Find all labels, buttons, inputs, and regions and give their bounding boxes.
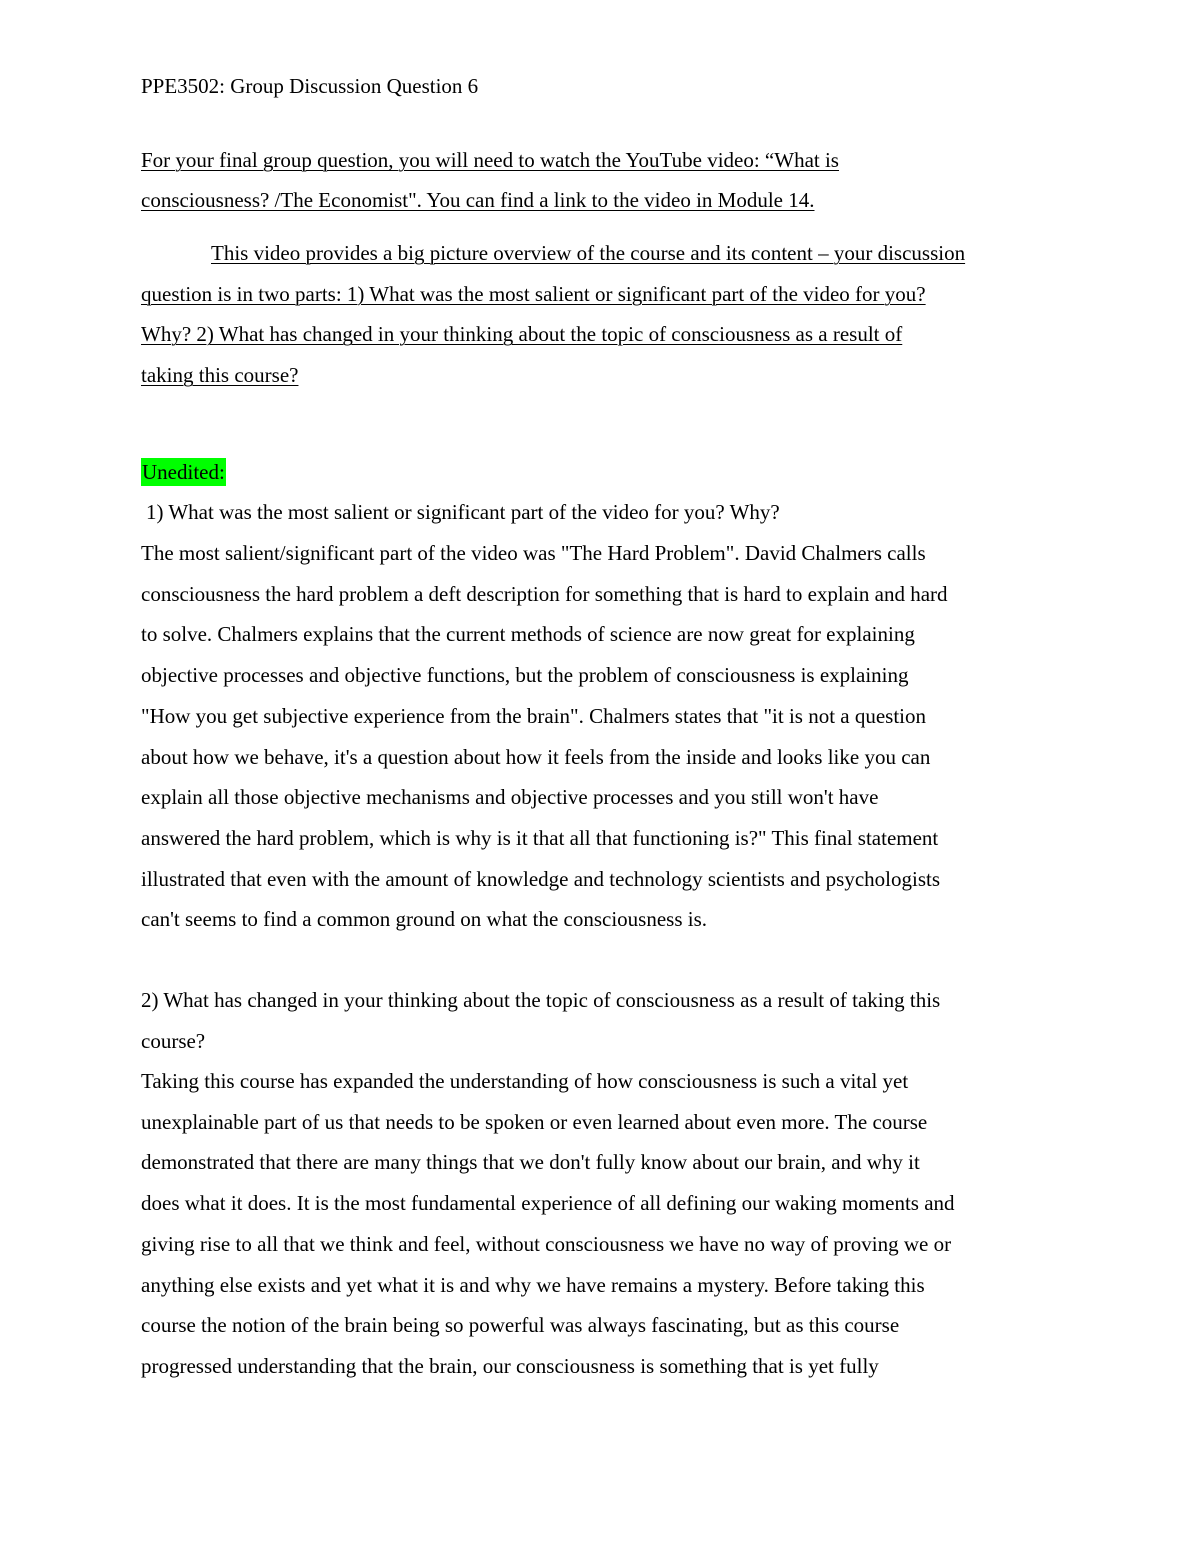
intro-line: consciousness? /The Economist". You can find a link to the video in Module 14. — [141, 188, 815, 212]
answer-1-line: consciousness the hard problem a deft description for something that is hard to explain and hard — [141, 581, 948, 606]
answer-1-line: about how we behave, it's a question about how it feels from the inside and looks like you can — [141, 744, 931, 769]
answer-2-paragraph — [141, 1061, 1061, 1387]
prompt-line: This video provides a big picture overview of the course and its content – your discussion — [211, 241, 966, 265]
answer-1-line: can't seems to find a common ground on what the consciousness is. — [141, 907, 708, 932]
intro-line: For your final group question, you will need to watch the YouTube video: “What is — [141, 148, 839, 172]
answer-2-line: course the notion of the brain being so powerful was always fascinating, but as this course — [141, 1313, 900, 1338]
answer-2-line: demonstrated that there are many things that we don't fully know about our brain, and why it — [141, 1150, 920, 1175]
prompt-paragraph — [141, 233, 1061, 396]
unedited-heading — [141, 452, 1061, 493]
document-title: PPE3502: Group Discussion Question 6 — [141, 74, 479, 98]
answer-2-line: does what it does. It is the most fundamental experience of all defining our waking moments and — [141, 1191, 955, 1216]
answer-2-line: Taking this course has expanded the understanding of how consciousness is such a vital yet — [141, 1069, 909, 1093]
answer-1-line: answered the hard problem, which is why is it that all that functioning is?" This final statement — [141, 825, 939, 850]
answer-2-line: giving rise to all that we think and feel, without consciousness we have no way of proving we or — [141, 1231, 952, 1256]
answer-1-paragraph — [141, 533, 1061, 940]
prompt-line: Why? 2) What has changed in your thinking about the topic of consciousness as a result of — [141, 322, 903, 347]
answer-1-line: The most salient/significant part of the video was "The Hard Problem". David Chalmers calls — [141, 541, 926, 565]
answer-2-line: anything else exists and yet what it is and why we have remains a mystery. Before taking this — [141, 1272, 925, 1297]
answer-1-line: to solve. Chalmers explains that the current methods of science are now great for explaining — [141, 622, 915, 647]
answer-1-line: "How you get subjective experience from the brain". Chalmers states that "it is not a question — [141, 703, 927, 728]
question-2-line: course? — [141, 1028, 206, 1053]
answer-1-line: explain all those objective mechanisms and objective processes and you still won't have — [141, 785, 879, 810]
prompt-line: question is in two parts: 1) What was the most salient or significant part of the video for you? — [141, 281, 926, 306]
unedited-label: Unedited: — [142, 460, 225, 484]
question-1: 1) What was the most salient or significant part of the video for you? Why? — [146, 500, 780, 524]
intro-paragraph — [141, 140, 1061, 220]
question-2 — [141, 980, 1061, 1061]
prompt-line: taking this course? — [141, 363, 299, 388]
answer-2-line: progressed understanding that the brain, our consciousness is something that is yet fully — [141, 1353, 879, 1378]
question-2-line: 2) What has changed in your thinking about the topic of consciousness as a result of taking this — [141, 988, 941, 1012]
answer-1-line: objective processes and objective functions, but the problem of consciousness is explaining — [141, 663, 909, 688]
answer-1-line: illustrated that even with the amount of knowledge and technology scientists and psychologists — [141, 866, 941, 891]
answer-2-line: unexplainable part of us that needs to be spoken or even learned about even more. The course — [141, 1109, 928, 1134]
